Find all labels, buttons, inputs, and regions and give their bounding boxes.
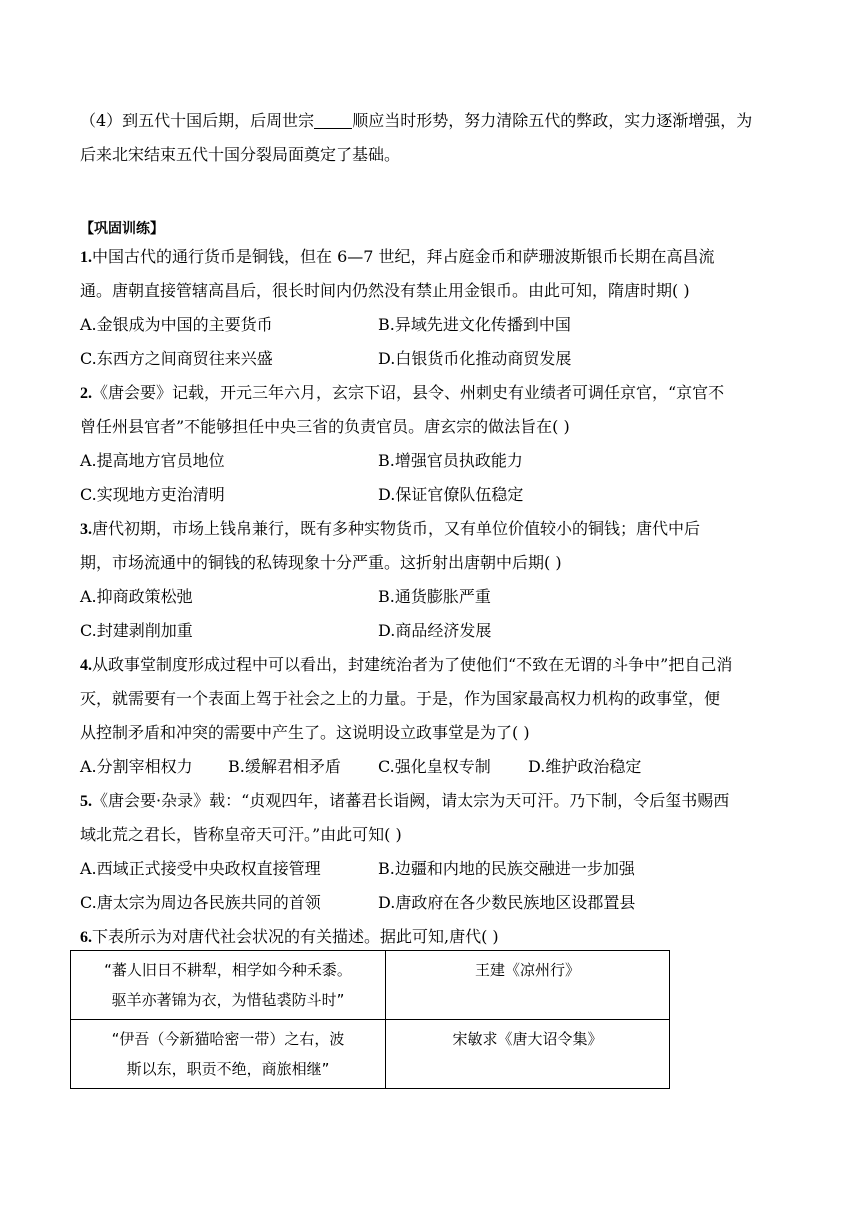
- question-list: [80, 240, 780, 954]
- question-1-line-2: 通。唐朝直接管辖高昌后，很长时间内仍然没有禁止用金银币。由此可知，隋唐时期( ): [80, 281, 690, 300]
- question-4-line-2: 灭，就需要有一个表面上驾于社会之上的力量。于是，作为国家最高权力机构的政事堂，便: [80, 689, 721, 708]
- source-table: [70, 950, 670, 1089]
- option-a[interactable]: A.西域正式接受中央政权直接管理: [80, 859, 321, 878]
- answer-blank[interactable]: [314, 110, 352, 129]
- option-d[interactable]: D.维护政治稳定: [528, 757, 642, 776]
- option-d[interactable]: D.唐政府在各少数民族地区设郡置县: [378, 893, 636, 912]
- option-d[interactable]: D.商品经济发展: [378, 621, 492, 640]
- quote-cell: “伊吾（今新猫哈密一带）之右，波 斯以东，职贡不绝，商旅相继”: [71, 1020, 386, 1089]
- question-3-line-2: 期，市场流通中的铜钱的私铸现象十分严重。这折射出唐朝中后期( ): [80, 553, 562, 572]
- question-number: 1.: [80, 249, 92, 266]
- option-d[interactable]: D.保证官僚队伍稳定: [378, 485, 524, 504]
- option-b[interactable]: B.异域先进文化传播到中国: [378, 315, 571, 334]
- question-number: 5.: [80, 793, 92, 810]
- question-4-options-row: [80, 750, 780, 784]
- intro-text-1a: （4）到五代十国后期，后周世宗: [80, 111, 315, 130]
- question-3-line-1: 3.唐代初期，市场上钱帛兼行，既有多种实物货币，又有单位价值较小的铜钱；唐代中后: [80, 519, 701, 538]
- table-row: [71, 951, 670, 1020]
- intro-text-2: 后来北宋结束五代十国分裂局面奠定了基础。: [80, 145, 401, 164]
- question-4-line-1: 4.从政事堂制度形成过程中可以看出，封建统治者为了使他们“不致在无谓的斗争中”把自己消: [80, 655, 733, 674]
- question-5-options-row-2: [80, 886, 780, 920]
- option-b[interactable]: B.增强官员执政能力: [378, 451, 523, 470]
- question-5-options-row-1: [80, 852, 780, 886]
- question-2-options-row-1: [80, 444, 780, 478]
- option-b[interactable]: B.边疆和内地的民族交融进一步加强: [378, 859, 635, 878]
- question-3-options-row-2: [80, 614, 780, 648]
- option-c[interactable]: C.实现地方吏治清明: [80, 485, 225, 504]
- question-number: 4.: [80, 657, 92, 674]
- question-1-options-row-1: [80, 308, 780, 342]
- question-number: 6.: [80, 929, 92, 946]
- intro-paragraph: [80, 104, 790, 172]
- option-a[interactable]: A.提高地方官员地位: [80, 451, 225, 470]
- option-c[interactable]: C.封建剥削加重: [80, 621, 193, 640]
- quote-cell: “蕃人旧日不耕犁，相学如今种禾黍。 驱羊亦著锦为衣，为惜毡裘防斗时”: [71, 951, 386, 1020]
- option-b[interactable]: B.通货膨胀严重: [378, 587, 491, 606]
- option-b[interactable]: B.缓解君相矛盾: [228, 757, 341, 776]
- option-c[interactable]: C.强化皇权专制: [378, 757, 491, 776]
- option-a[interactable]: A.分割宰相权力: [80, 757, 193, 776]
- question-number: 2.: [80, 385, 92, 402]
- table-row: [71, 1020, 670, 1089]
- question-2-line-2: 曾任州县官者”不能够担任中央三省的负责官员。唐玄宗的做法旨在( ): [80, 417, 570, 436]
- question-number: 3.: [80, 521, 92, 538]
- source-cell: 王建《凉州行》: [386, 951, 670, 1020]
- question-3-options-row-1: [80, 580, 780, 614]
- question-2-line-1: 2.《唐会要》记载，开元三年六月，玄宗下诏，县令、州刺史有业绩者可调任京官，“京官不: [80, 383, 725, 402]
- question-5-line-1: 5.《唐会要·杂录》载：“贞观四年，诸蕃君长诣阙，请太宗为天可汗。乃下制，令后玺书赐西: [80, 791, 730, 810]
- intro-text-1b: 顺应当时形势，努力清除五代的弊政，实力逐渐增强，为: [352, 111, 753, 130]
- option-a[interactable]: A.金银成为中国的主要货币: [80, 315, 273, 334]
- question-1-options-row-2: [80, 342, 780, 376]
- question-5-line-2: 域北荒之君长，皆称皇帝天可汗。”由此可知( ): [80, 825, 402, 844]
- question-2-options-row-2: [80, 478, 780, 512]
- question-4-line-3: 从控制矛盾和冲突的需要中产生了。这说明设立政事堂是为了( ): [80, 723, 530, 742]
- source-cell: 宋敏求《唐大诏令集》: [386, 1020, 670, 1089]
- question-6-line-1: 6.下表所示为对唐代社会状况的有关描述。据此可知,唐代( ): [80, 927, 499, 946]
- option-a[interactable]: A.抑商政策松弛: [80, 587, 193, 606]
- option-c[interactable]: C.东西方之间商贸往来兴盛: [80, 349, 273, 368]
- option-d[interactable]: D.白银货币化推动商贸发展: [378, 349, 572, 368]
- option-c[interactable]: C.唐太宗为周边各民族共同的首领: [80, 893, 321, 912]
- question-1-line-1: 1.中国古代的通行货币是铜钱，但在 6—7 世纪，拜占庭金币和萨珊波斯银币长期在高昌流: [80, 247, 715, 266]
- section-title: 【巩固训练】: [80, 221, 164, 237]
